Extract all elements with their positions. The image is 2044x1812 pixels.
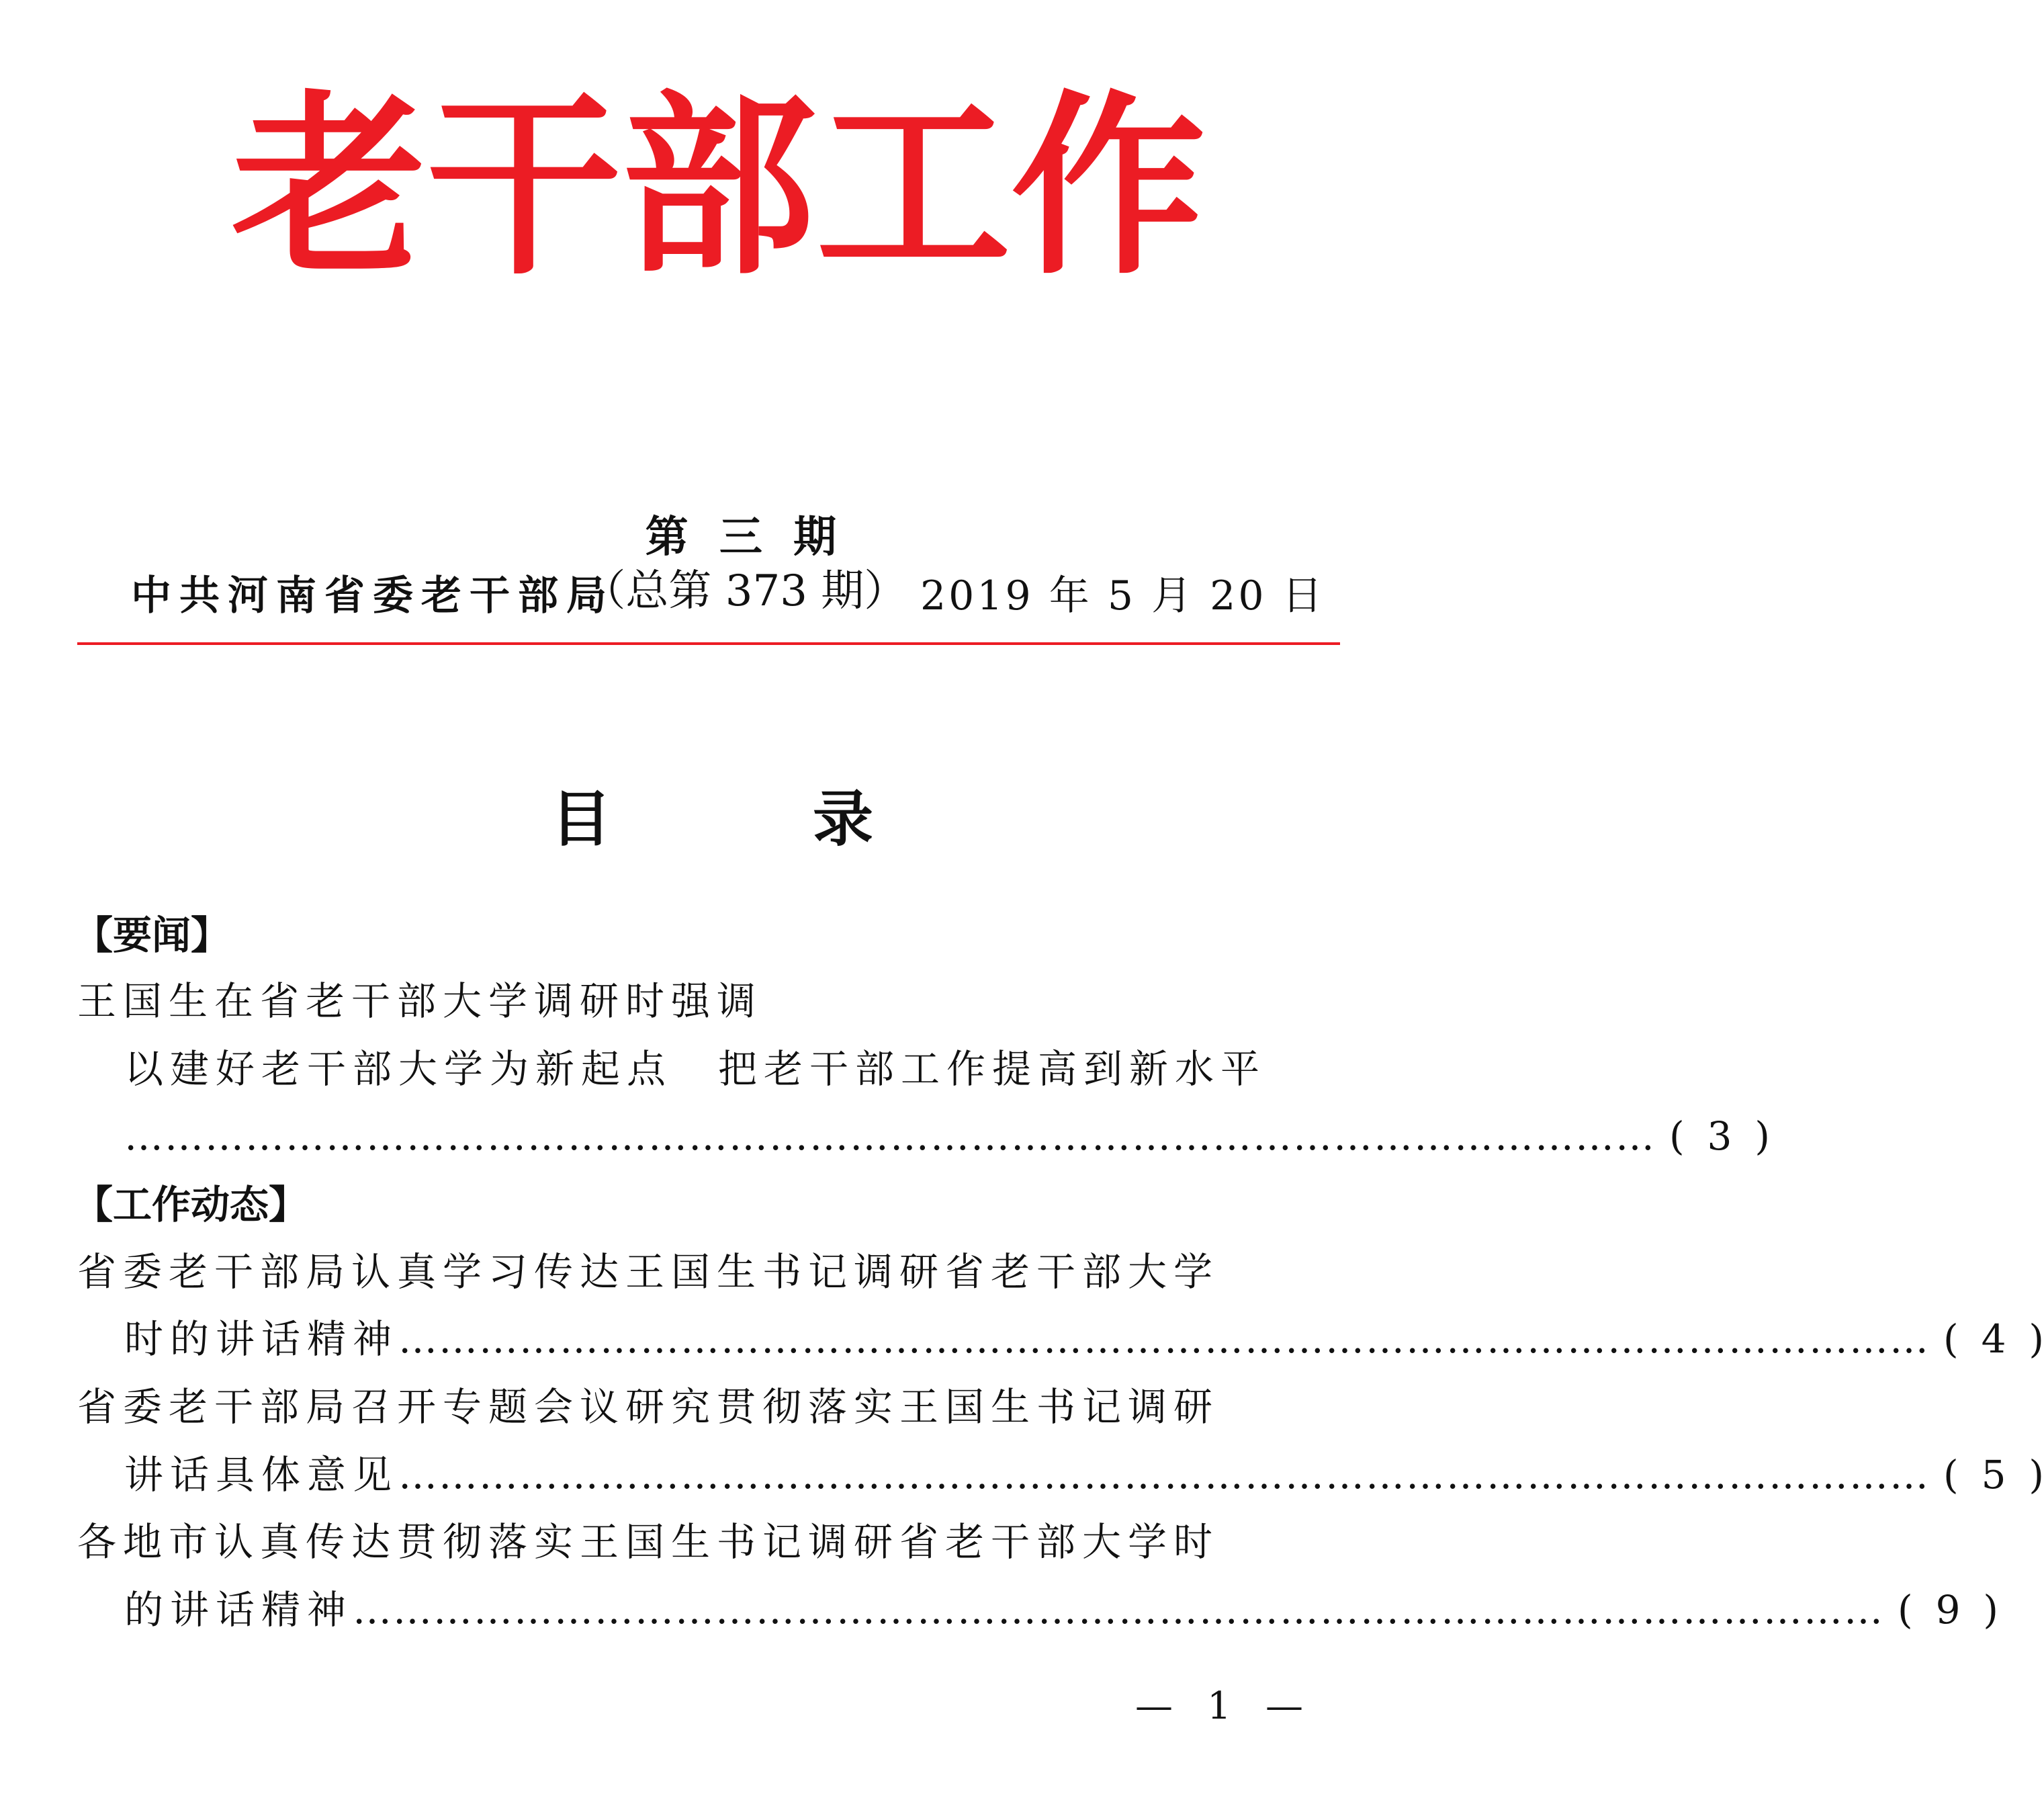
masthead-char: 工 bbox=[816, 75, 1011, 301]
dot-leader: …………………………………………………………………………………………………… bbox=[353, 1587, 1885, 1633]
toc-title-char: 录 bbox=[813, 784, 873, 855]
paren-open: ( bbox=[1898, 1587, 1913, 1633]
toc-entry-line: 的讲话精神 bbox=[124, 1587, 353, 1633]
paren-open: ( bbox=[1943, 1452, 1959, 1498]
toc-page-number: 4 bbox=[1981, 1316, 2006, 1362]
dot-leader: …………………………………………………………………………………………………… bbox=[398, 1452, 1930, 1498]
toc-page-number: 3 bbox=[1707, 1113, 1732, 1159]
footer-dash: — bbox=[1135, 1684, 1173, 1728]
toc-page-number: 9 bbox=[1935, 1587, 1961, 1633]
issue-label: 第 三 期 bbox=[645, 513, 845, 562]
toc-entry-line[interactable]: 省委老干部局召开专题会议研究贯彻落实王国生书记调研 bbox=[77, 1384, 1220, 1430]
toc-entry-leader-row[interactable] bbox=[124, 1312, 2044, 1366]
paren-open: ( bbox=[1669, 1113, 1685, 1159]
issue-total: （总第 373 期） bbox=[582, 566, 907, 616]
dot-leader: …………………………………………………………………………………………………… bbox=[124, 1113, 1656, 1159]
header-divider bbox=[77, 642, 1340, 645]
toc-entry-line: 时的讲话精神 bbox=[124, 1316, 399, 1362]
toc-entry-line[interactable]: 王国生在省老干部大学调研时强调 bbox=[77, 978, 763, 1024]
toc-entry-leader-row[interactable] bbox=[124, 1583, 1999, 1637]
paren-close: ) bbox=[1754, 1113, 1770, 1159]
masthead-char: 部 bbox=[621, 75, 816, 301]
masthead-title bbox=[232, 75, 1206, 301]
toc-entry-line[interactable]: 省委老干部局认真学习传达王国生书记调研省老干部大学 bbox=[77, 1249, 1220, 1295]
toc-title bbox=[551, 786, 873, 853]
masthead-char: 老 bbox=[232, 75, 427, 301]
toc-entry-line: 讲话具体意见 bbox=[124, 1452, 399, 1498]
toc-title-char: 目 bbox=[551, 784, 611, 855]
toc-page-ref bbox=[1943, 1448, 2044, 1502]
toc-section-heading: 【工作动态】 bbox=[74, 1182, 308, 1227]
toc-page-ref bbox=[1898, 1583, 1998, 1637]
paren-close: ) bbox=[2029, 1316, 2044, 1362]
paren-open: ( bbox=[1943, 1316, 1959, 1362]
paren-close: ) bbox=[2029, 1452, 2044, 1498]
paren-close: ) bbox=[1983, 1587, 1999, 1633]
footer-dash: — bbox=[1265, 1684, 1303, 1728]
toc-page-ref bbox=[1669, 1109, 1770, 1163]
footer-page-number: 1 bbox=[1207, 1684, 1231, 1728]
page-number-footer bbox=[1135, 1680, 1303, 1733]
toc-entry-line[interactable]: 各地市认真传达贯彻落实王国生书记调研省老干部大学时 bbox=[77, 1519, 1220, 1565]
masthead-char: 干 bbox=[427, 75, 621, 301]
dot-leader: …………………………………………………………………………………………………… bbox=[398, 1316, 1930, 1362]
toc-page-number: 5 bbox=[1981, 1452, 2006, 1498]
masthead-char: 作 bbox=[1011, 75, 1206, 301]
toc-entry-leader-row[interactable] bbox=[124, 1109, 1770, 1163]
toc-entry-leader-row[interactable] bbox=[124, 1448, 2044, 1502]
toc-entry-line[interactable]: 以建好老干部大学为新起点 把老干部工作提高到新水平 bbox=[124, 1046, 1267, 1092]
toc-page-ref bbox=[1943, 1312, 2044, 1366]
publish-date: 2019 年 5 月 20 日 bbox=[920, 572, 1325, 619]
toc-section-heading: 【要闻】 bbox=[74, 912, 230, 958]
publisher-org: 中共河南省委老干部局 bbox=[131, 572, 615, 619]
